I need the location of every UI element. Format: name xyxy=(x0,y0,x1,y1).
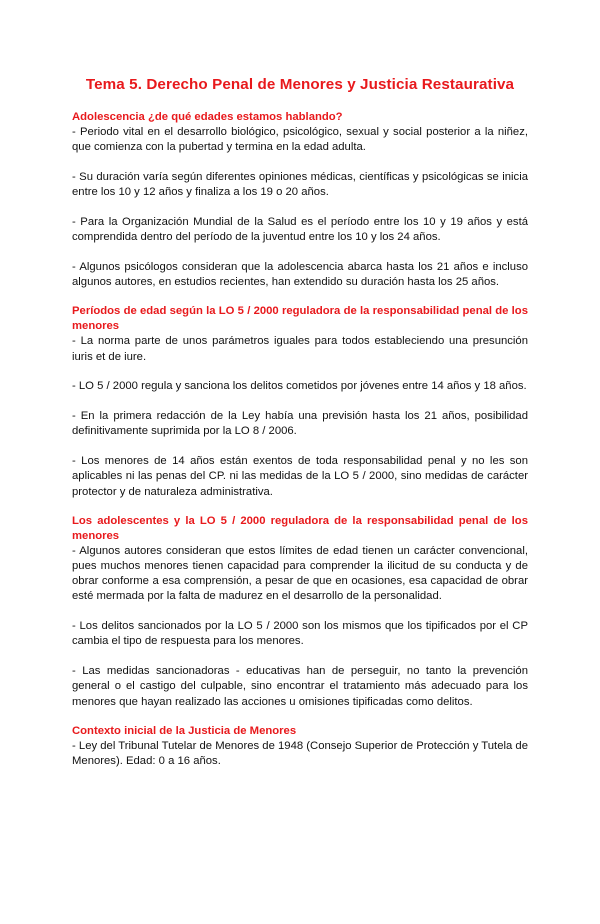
paragraph: - Los delitos sancionados por la LO 5 / 2000 son los mismos que los tipificados por el CP cambia el tipo de respuesta para los menores. xyxy=(72,620,528,648)
section-periodos-edad xyxy=(72,304,528,499)
paragraph: - Ley del Tribunal Tutelar de Menores de 1948 (Consejo Superior de Protección y Tutela de Menores). Edad: 0 a 16 años. xyxy=(72,739,528,768)
paragraph: - LO 5 / 2000 regula y sanciona los delitos cometidos por jóvenes entre 14 años y 18 años. xyxy=(72,380,527,393)
paragraph: - La norma parte de unos parámetros iguales para todos estableciendo una presunción iuris et de iure. xyxy=(72,335,528,363)
paragraph: - Para la Organización Mundial de la Salud es el período entre los 10 y 19 años y está comprendida dentro del período de la juventud entre los 10 y los 24 años. xyxy=(72,216,528,244)
document-page xyxy=(0,76,600,924)
section-contexto-inicial xyxy=(72,724,528,769)
section-heading: Períodos de edad según la LO 5 / 2000 reguladora de la responsabilidad penal de los menores xyxy=(72,305,528,333)
paragraph: - Algunos autores consideran que estos límites de edad tienen un carácter convencional, pues muchos menores tienen capacidad para comprender la ilicitud de su conducta y de obrar conforme a esa comprensión, a pesar de que en ocasiones, esa capacidad de obrar esté mermada por la falta de madurez en el desarrollo de la personalidad. xyxy=(72,544,528,603)
document-title: Tema 5. Derecho Penal de Menores y Justicia Restaurativa xyxy=(85,76,515,93)
paragraph: - Los menores de 14 años están exentos de toda responsabilidad penal y no les son aplicables ni las penas del CP. ni las medidas de la LO 5 / 2000, sino medidas de carácter protector y de naturaleza administrativa. xyxy=(72,455,528,498)
section-adolescencia xyxy=(72,110,528,290)
paragraph: - Algunos psicólogos consideran que la adolescencia abarca hasta los 21 años e incluso algunos autores, en estudios recientes, han extendido su duración hasta los 25 años. xyxy=(72,261,528,289)
section-heading: Los adolescentes y la LO 5 / 2000 reguladora de la responsabilidad penal de los menores xyxy=(72,514,528,542)
section-adolescentes-ley xyxy=(72,514,528,710)
paragraph: - Periodo vital en el desarrollo biológico, psicológico, sexual y social posterior a la niñez, que comienza con la pubertad y termina en la edad adulta. xyxy=(72,126,528,154)
section-heading: Contexto inicial de la Justicia de Menores xyxy=(72,724,297,737)
paragraph: - Las medidas sancionadoras - educativas han de perseguir, no tanto la prevención general o el castigo del culpable, sino encontrar el tratamiento más adecuado para los menores que hayan realizado las acciones u omisiones tipificadas como delitos. xyxy=(72,665,528,708)
section-heading: Adolescencia ¿de qué edades estamos hablando? xyxy=(72,111,343,123)
paragraph: - Su duración varía según diferentes opiniones médicas, científicas y psicológicas se inicia entre los 10 y 12 años y finaliza a los 19 o 20 años. xyxy=(72,171,528,199)
paragraph: - En la primera redacción de la Ley había una previsión hasta los 21 años, posibilidad definitivamente suprimida por la LO 8 / 2006. xyxy=(72,410,528,438)
